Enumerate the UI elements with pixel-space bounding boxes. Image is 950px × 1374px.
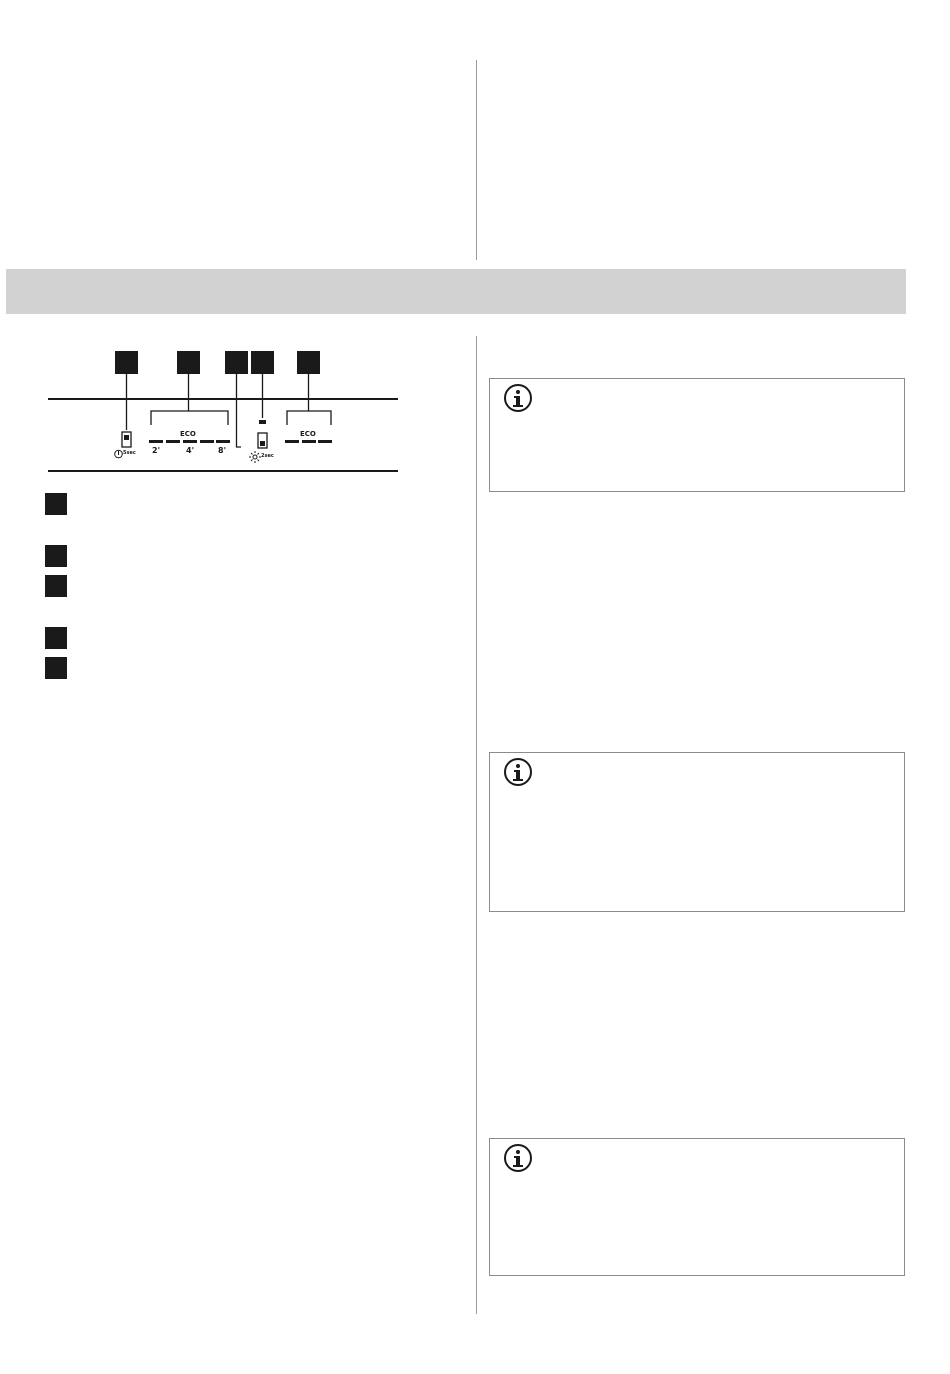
column-divider-top (476, 60, 477, 260)
info-icon (504, 384, 532, 412)
segment-mark-4: 4' (186, 446, 195, 455)
legend-badge-4 (45, 627, 67, 649)
legend-badge-3 (45, 575, 67, 597)
info-note-3 (489, 1138, 905, 1276)
left-sign-seconds: 5sec (123, 450, 136, 456)
info-note-2 (489, 752, 905, 912)
eco-label-1: ECO (180, 430, 196, 438)
indicator-light (259, 420, 266, 424)
legend-badge-5 (45, 657, 67, 679)
right-sign-seconds: 2sec (261, 453, 274, 459)
segment-bar-group-1 (149, 440, 230, 443)
display-sign-icon (122, 432, 131, 447)
segment-mark-2: 2' (152, 446, 161, 455)
legend-badge-2 (45, 545, 67, 567)
column-divider-main (476, 336, 477, 1314)
panel-graphics (0, 0, 476, 480)
eco-label-2: ECO (300, 430, 316, 438)
display-sign-icon (258, 433, 267, 448)
segment-bar-group-2 (285, 440, 332, 443)
legend-badge-1 (45, 493, 67, 515)
info-icon (504, 1144, 532, 1172)
sun-icon (249, 451, 261, 463)
info-icon (504, 758, 532, 786)
power-icon (115, 450, 123, 458)
info-note-1 (489, 378, 905, 492)
segment-mark-8: 8' (218, 446, 227, 455)
control-panel-diagram (0, 0, 476, 480)
